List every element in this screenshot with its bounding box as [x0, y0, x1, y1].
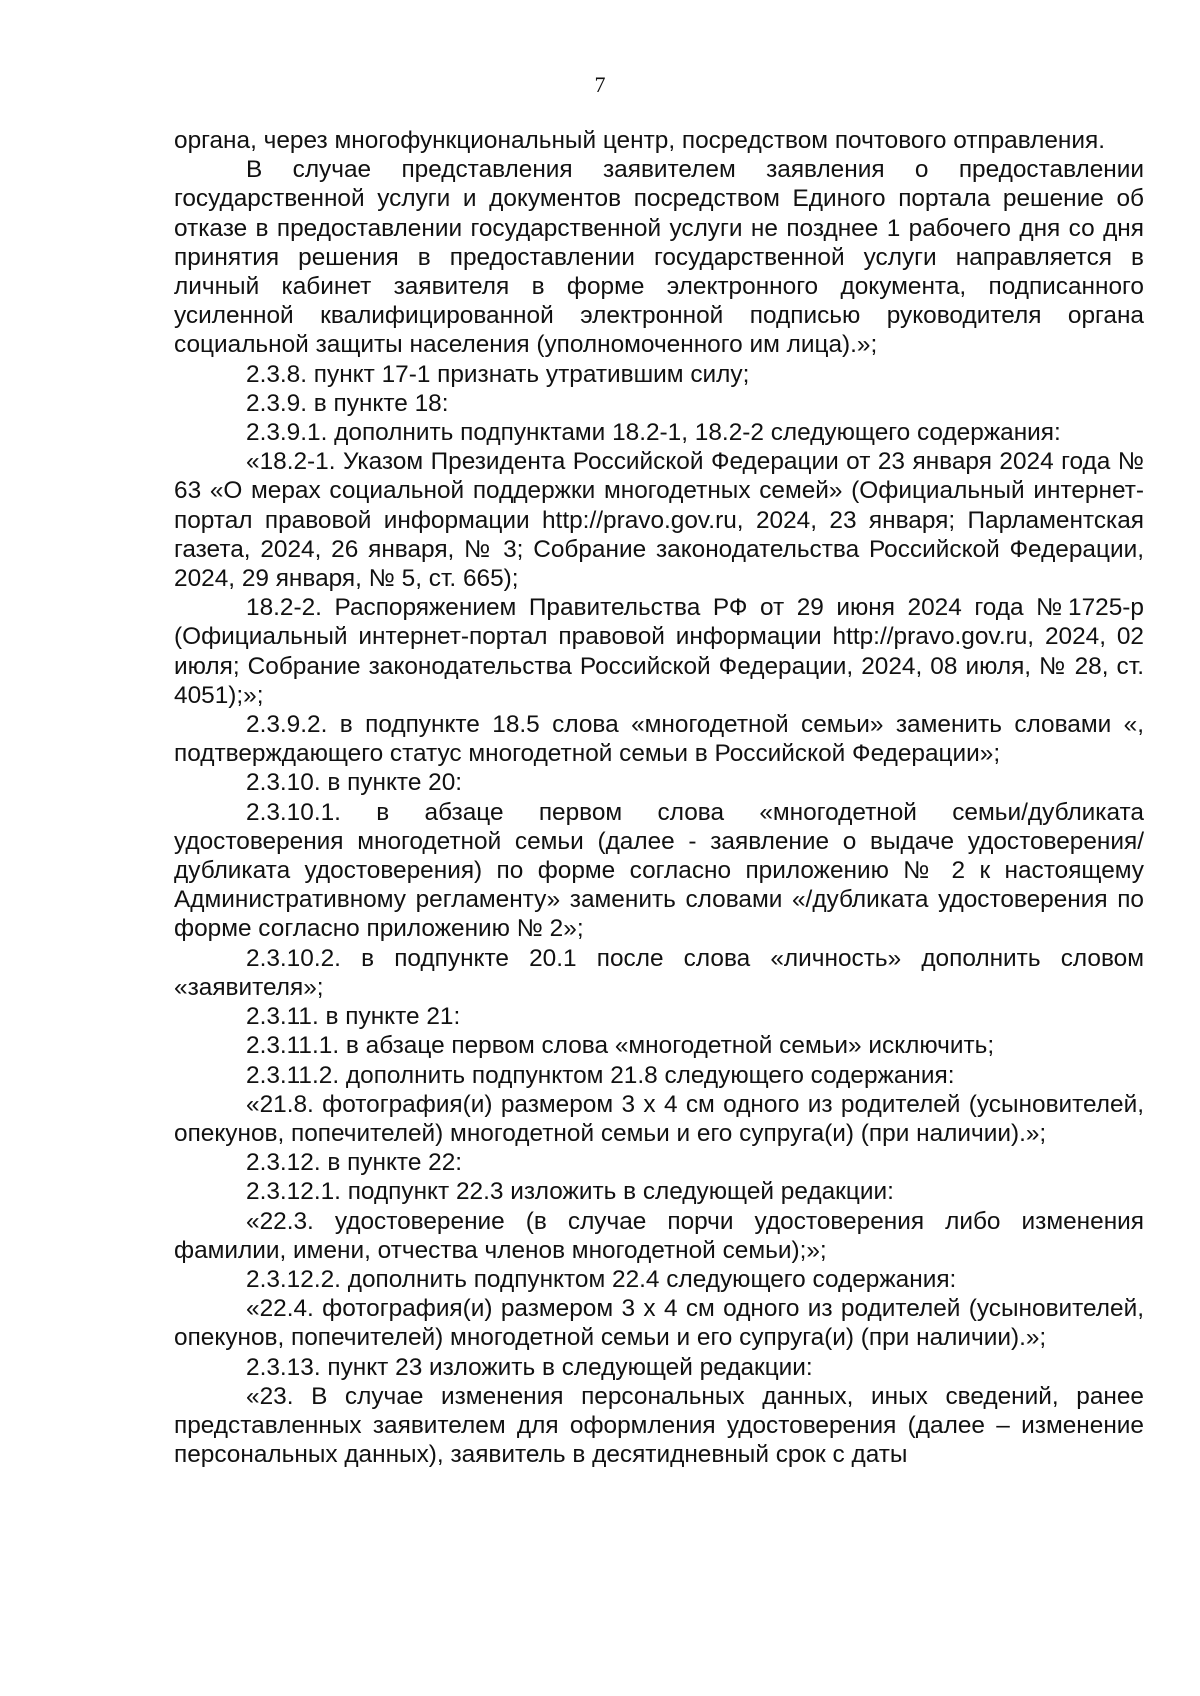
document-paragraph: «22.3. удостоверение (в случае порчи удостоверения либо изменения фамилии, имени, отчества членов многодетной семьи);»; — [174, 1207, 1144, 1264]
document-paragraph: 2.3.13. пункт 23 изложить в следующей редакции: — [246, 1353, 813, 1381]
document-paragraph: «21.8. фотография(и) размером 3 х 4 см одного из родителей (усыновителей, опекунов, попечителей) многодетной семьи и его супруга(и) (при наличии).»; — [174, 1090, 1144, 1147]
document-paragraph: «22.4. фотография(и) размером 3 х 4 см одного из родителей (усыновителей, опекунов, попечителей) многодетной семьи и его супруга(и) (при наличии).»; — [174, 1295, 1144, 1352]
document-paragraph: 2.3.11.2. дополнить подпунктом 21.8 следующего содержания: — [246, 1061, 955, 1089]
document-paragraph: 2.3.12.2. дополнить подпунктом 22.4 следующего содержания: — [246, 1265, 957, 1293]
document-paragraph: 18.2-2. Распоряжением Правительства РФ от 29 июня 2024 года №1725-р (Официальный интернет-портал правовой информации http://pravo.gov.ru, 2024, 02 июля; Собрание законодательства Российской Федерации, 2024, 08 июля, № 28, ст. 4051);»; — [174, 594, 1144, 709]
page-number: 7 — [594, 72, 606, 97]
document-paragraph: 2.3.11.1. в абзаце первом слова «многодетной семьи» исключить; — [246, 1032, 995, 1060]
document-paragraph: 2.3.12. в пункте 22: — [246, 1149, 463, 1177]
document-paragraph: В случае представления заявителем заявления о предоставлении государственной услуги и документов посредством Единого портала решение об отказе в предоставлении государственной услуги не позднее 1 рабочего дня со дня принятия решения в предоставлении государственной услуги направляется в личный кабинет заявителя в форме электронного документа, подписанного усиленной квалифицированной электронной подписью руководителя органа социальной защиты населения (уполномоченного им лица).»; — [174, 156, 1144, 359]
document-paragraph: «23. В случае изменения персональных данных, иных сведений, ранее представленных заявителем для оформления удостоверения (далее – изменение персональных данных), заявитель в десятидневный срок с даты — [174, 1382, 1144, 1469]
document-paragraph: 2.3.9.1. дополнить подпунктами 18.2-1, 18.2-2 следующего содержания: — [246, 419, 1061, 447]
document-paragraph: 2.3.10. в пункте 20: — [246, 769, 463, 797]
document-paragraph: «18.2-1. Указом Президента Российской Федерации от 23 января 2024 года № 63 «О мерах социальной поддержки многодетных семей» (Официальный интернет-портал правовой информации http://pravo.gov.ru, 2024, 23 января; Парламентская газета, 2024, 26 января, № 3; Собрание законодательства Российской Федерации, 2024, 29 января, № 5, ст. 665); — [174, 448, 1144, 593]
document-paragraph: 2.3.9. в пункте 18: — [246, 389, 449, 417]
document-paragraph: 2.3.8. пункт 17-1 признать утратившим силу; — [246, 360, 750, 388]
document-paragraph: 2.3.9.2. в подпункте 18.5 слова «многодетной семьи» заменить словами «, подтверждающего статус многодетной семьи в Российской Федерации»; — [174, 711, 1144, 768]
document-body — [174, 126, 1144, 1469]
document-paragraph: 2.3.12.1. подпункт 22.3 изложить в следующей редакции: — [246, 1178, 894, 1206]
document-paragraph: 2.3.11. в пункте 21: — [246, 1003, 461, 1031]
document-paragraph: 2.3.10.2. в подпункте 20.1 после слова «личность» дополнить словом «заявителя»; — [174, 944, 1144, 1001]
document-paragraph: органа, через многофункциональный центр, посредством почтового отправления. — [174, 127, 1105, 154]
document-paragraph: 2.3.10.1. в абзаце первом слова «многодетной семьи/дубликата удостоверения многодетной семьи (далее - заявление о выдаче удостоверения/дубликата удостоверения) по форме согласно приложению № 2 к настоящему Административному регламенту» заменить словами «/дубликата удостоверения по форме согласно приложению № 2»; — [174, 798, 1144, 943]
